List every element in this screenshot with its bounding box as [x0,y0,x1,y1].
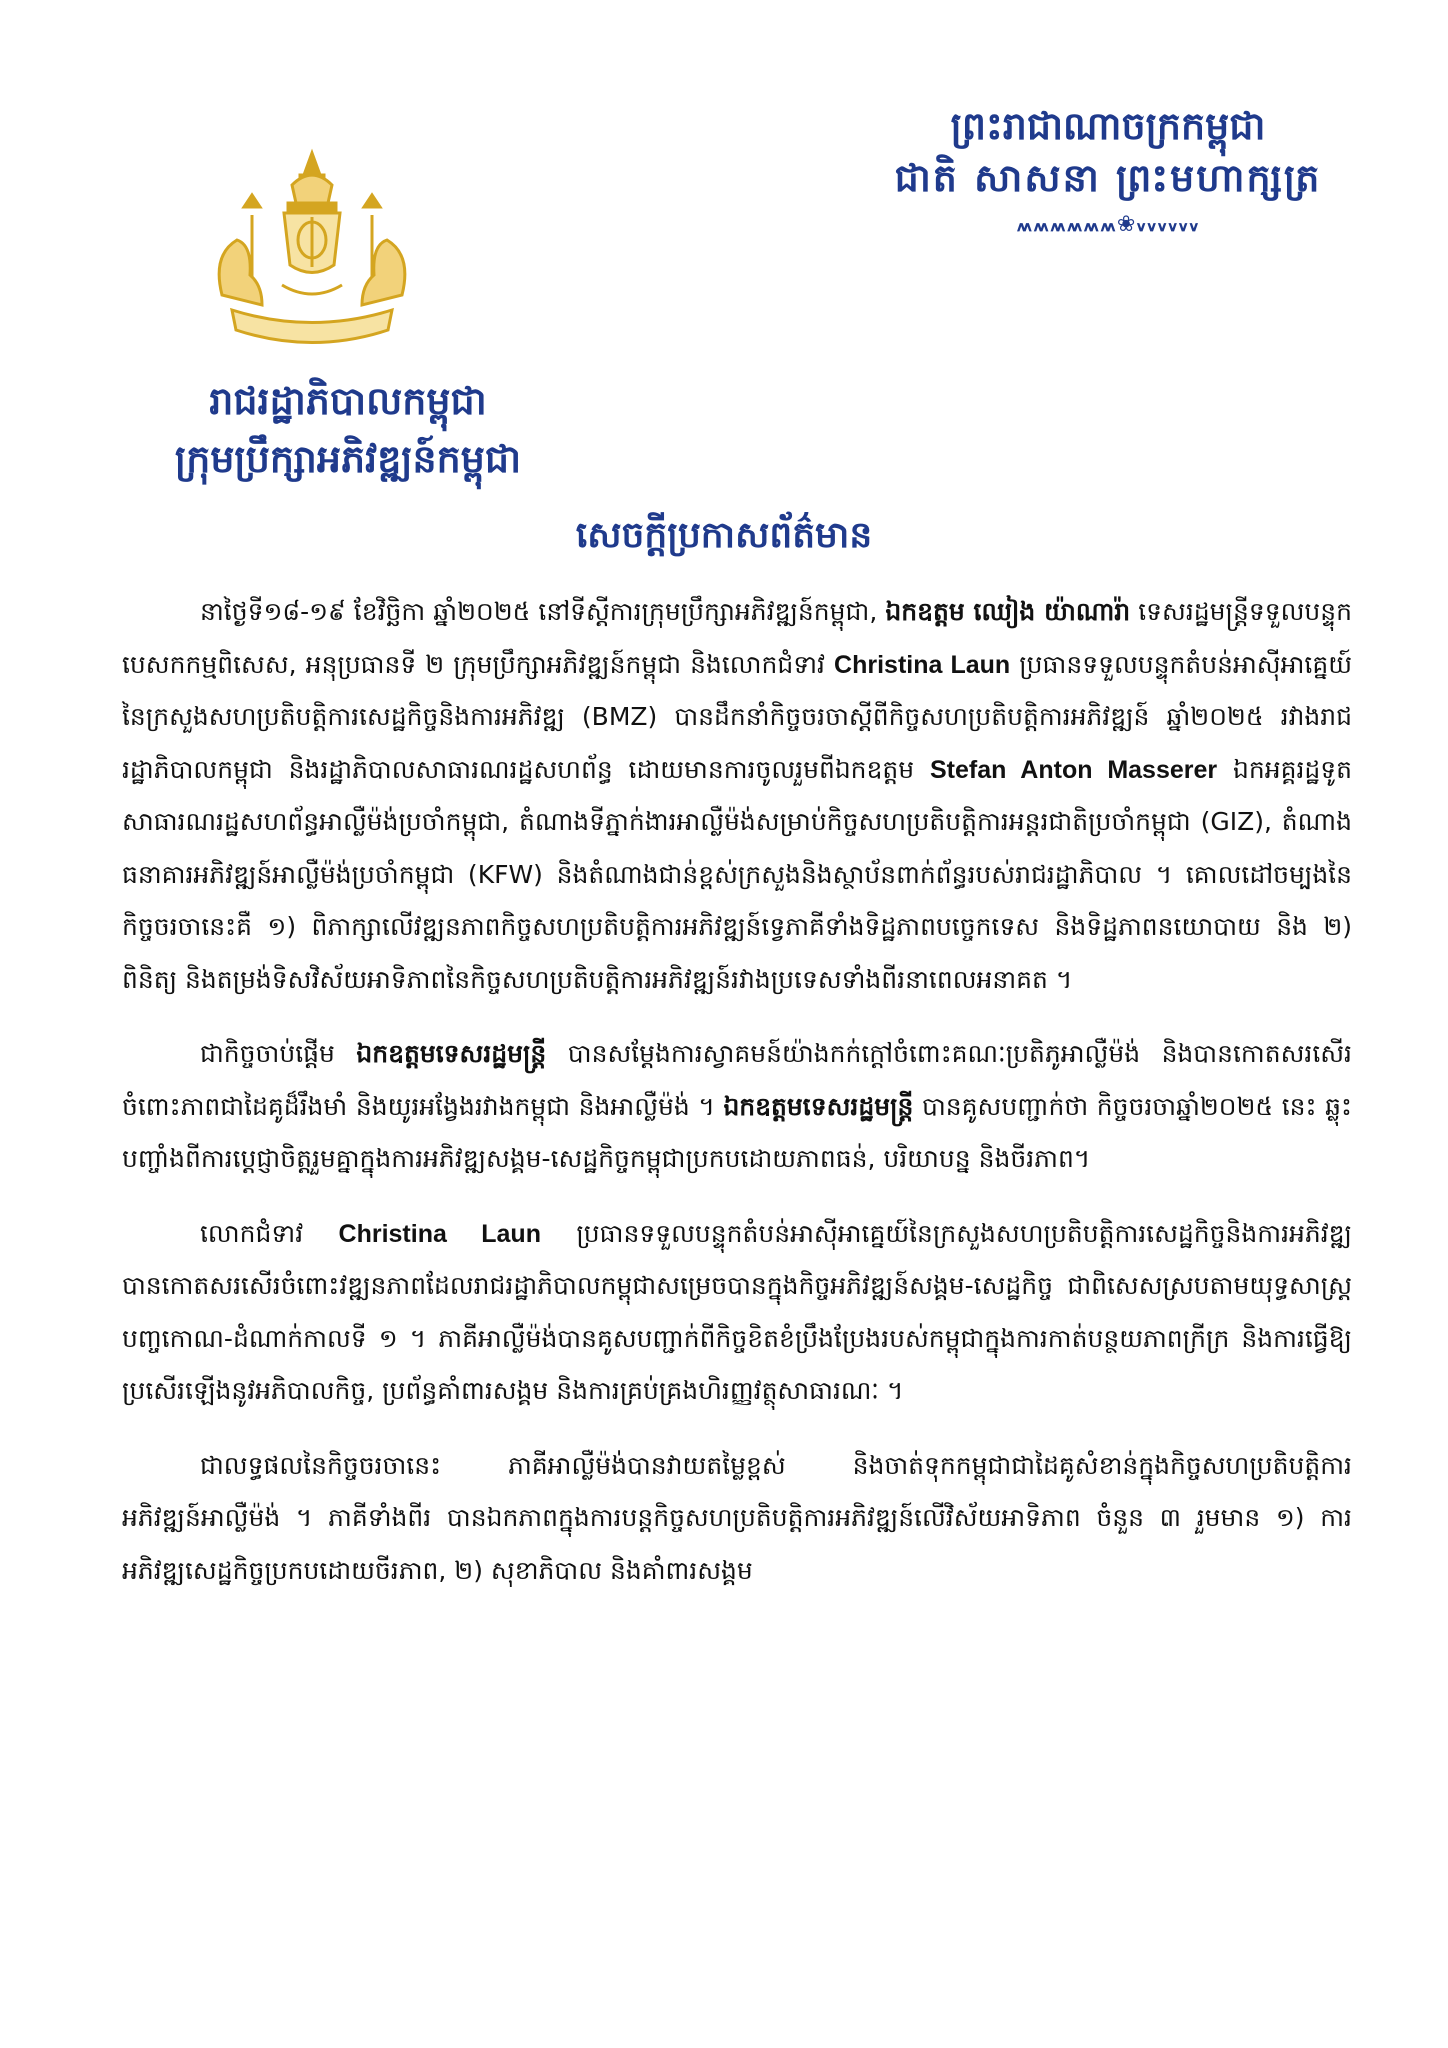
official-name: ឯកឧត្តម ឈៀង យ៉ាណារ៉ា [885,597,1131,626]
header-ornament: ៳៳៳៳៳៳❀៴៴៴៴៴៴ [1016,212,1200,237]
document-body [122,586,1352,1619]
paragraph-1: នាថ្ងៃទី១៨-១៩ ខែវិច្ឆិកា ឆ្នាំ២០២៥ នៅទីស្ដីការក្រុមប្រឹក្សាអភិវឌ្ឍន៍កម្ពុជា, ឯកឧត្តម ឈៀង យ៉ាណារ៉ា ទេសរដ្ឋមន្ត្រីទទួលបន្ទុកបេសកកម្មពិសេស, អនុប្រធានទី ២ ក្រុមប្រឹក្សាអភិវឌ្ឍន៍កម្ពុជា និងលោកជំទាវ Christina Laun ប្រធានទទួលបន្ទុកតំបន់អាស៊ីអាគ្នេយ៍នៃក្រសួងសហប្រតិបត្តិការសេដ្ឋកិច្ចនិងការអភិវឌ្ឍ (BMZ) បានដឹកនាំកិច្ចចរចាស្ដីពីកិច្ចសហប្រតិបត្តិការអភិវឌ្ឍន៍ ឆ្នាំ២០២៥ រវាងរាជរដ្ឋាភិបាលកម្ពុជា និងរដ្ឋាភិបាលសាធារណរដ្ឋសហព័ន្ធ ដោយមានការចូលរួមពីឯកឧត្តម Stefan Anton Masserer ឯកអគ្គរដ្ឋទូតសាធារណរដ្ឋសហព័ន្ធអាល្លឺម៉ង់ប្រចាំកម្ពុជា, តំណាងទីភ្នាក់ងារអាល្លឺម៉ង់សម្រាប់កិច្ចសហប្រតិបត្តិការអន្តរជាតិប្រចាំកម្ពុជា (GIZ), តំណាងធនាគារអភិវឌ្ឍន៍អាល្លឺម៉ង់ប្រចាំកម្ពុជា (KFW) និងតំណាងជាន់ខ្ពស់ក្រសួងនិងស្ថាប័នពាក់ព័ន្ធរបស់រាជរដ្ឋាភិបាល ។ គោលដៅចម្បងនៃកិច្ចចរចានេះគឺ ១) ពិភាក្សាលើវឌ្ឍនភាពកិច្ចសហប្រតិបត្តិការអភិវឌ្ឍន៍ទ្វេភាគីទាំងទិដ្ឋភាពបច្ចេកទេស និងទិដ្ឋភាពនយោបាយ និង ២) ពិនិត្យ និងតម្រង់ទិសវិស័យអាទិភាពនៃកិច្ចសហប្រតិបត្តិការអភិវឌ្ឍន៍រវាងប្រទេសទាំងពីរនាពេលអនាគត ។ [122,597,1352,994]
paragraph-2: ជាកិច្ចចាប់ផ្ដើម ឯកឧត្តមទេសរដ្ឋមន្ត្រី បានសម្ដែងការស្វាគមន៍យ៉ាងកក់ក្ដៅចំពោះគណៈប្រតិភូអាល្លឺម៉ង់ និងបានកោតសរសើរចំពោះភាពជាដៃគូដ៏រឹងមាំ និងយូរអង្វែងរវាងកម្ពុជា និងអាល្លឺម៉ង់ ។ ឯកឧត្តមទេសរដ្ឋមន្ត្រី បានគូសបញ្ជាក់ថា កិច្ចចរចាឆ្នាំ២០២៥ នេះ ឆ្លុះបញ្ចាំងពីការប្ដេជ្ញាចិត្តរួមគ្នាក្នុងការអភិវឌ្ឍសង្គម-សេដ្ឋកិច្ចកម្ពុជាប្រកបដោយភាពធន់, បរិយាបន្ន និងចីរភាព។ [122,1039,1352,1173]
kingdom-header [878,100,1338,242]
delegate-name: Christina Laun [834,650,1011,679]
official-title: ឯកឧត្តមទេសរដ្ឋមន្ត្រី [356,1039,547,1068]
royal-emblem-icon [192,145,432,360]
agency-header [138,372,558,488]
delegate-name: Christina Laun [338,1219,541,1248]
paragraph-4: ជាលទ្ធផលនៃកិច្ចចរចានេះ ភាគីអាល្លឺម៉ង់បានវាយតម្លៃខ្ពស់ និងចាត់ទុកកម្ពុជាជាដៃគូសំខាន់ក្នុងកិច្ចសហប្រតិបត្តិការអភិវឌ្ឍន៍អាល្លឺម៉ង់ ។ ភាគីទាំងពីរ បានឯកភាពក្នុងការបន្តកិច្ចសហប្រតិបត្តិការអភិវឌ្ឍន៍លើវិស័យអាទិភាព ចំនួន ៣ រួមមាន ១) ការអភិវឌ្ឍសេដ្ឋកិច្ចប្រកបដោយចីរភាព, ២) សុខាភិបាល និងគាំពារសង្គម [122,1450,1352,1585]
council-name: ក្រុមប្រឹក្សាអភិវឌ្ឍន៍កម្ពុជា [174,437,522,481]
government-name: រាជរដ្ឋាភិបាលកម្ពុជា [209,379,487,423]
page-title: សេចក្ដីប្រកាសព័ត៌មាន [575,515,873,556]
kingdom-name: ព្រះរាជាណាចក្រកម្ពុជា [950,104,1266,148]
official-title: ឯកឧត្តមទេសរដ្ឋមន្ត្រី [723,1091,914,1121]
paragraph-3: លោកជំទាវ Christina Laun ប្រធានទទួលបន្ទុកតំបន់អាស៊ីអាគ្នេយ៍នៃក្រសួងសហប្រតិបត្តិការសេដ្ឋកិច្ចនិងការអភិវឌ្ឍ បានកោតសរសើរចំពោះវឌ្ឍនភាពដែលរាជរដ្ឋាភិបាលកម្ពុជាសម្រេចបានក្នុងកិច្ចអភិវឌ្ឍន៍សង្គម-សេដ្ឋកិច្ច ជាពិសេសស្របតាមយុទ្ធសាស្ត្របញ្ចកោណ-ដំណាក់កាលទី ១ ។ ភាគីអាល្លឺម៉ង់បានគូសបញ្ជាក់ពីកិច្ចខិតខំប្រឹងប្រែងរបស់កម្ពុជាក្នុងការកាត់បន្ថយភាពក្រីក្រ និងការធ្វើឱ្យប្រសើរឡើងនូវអភិបាលកិច្ច, ប្រព័ន្ធគាំពារសង្គម និងការគ្រប់គ្រងហិរញ្ញវត្ថុសាធារណៈ ។ [122,1218,1352,1405]
ambassador-name: Stefan Anton Masserer [930,755,1218,784]
national-motto: ជាតិ សាសនា ព្រះមហាក្សត្រ [894,156,1322,200]
